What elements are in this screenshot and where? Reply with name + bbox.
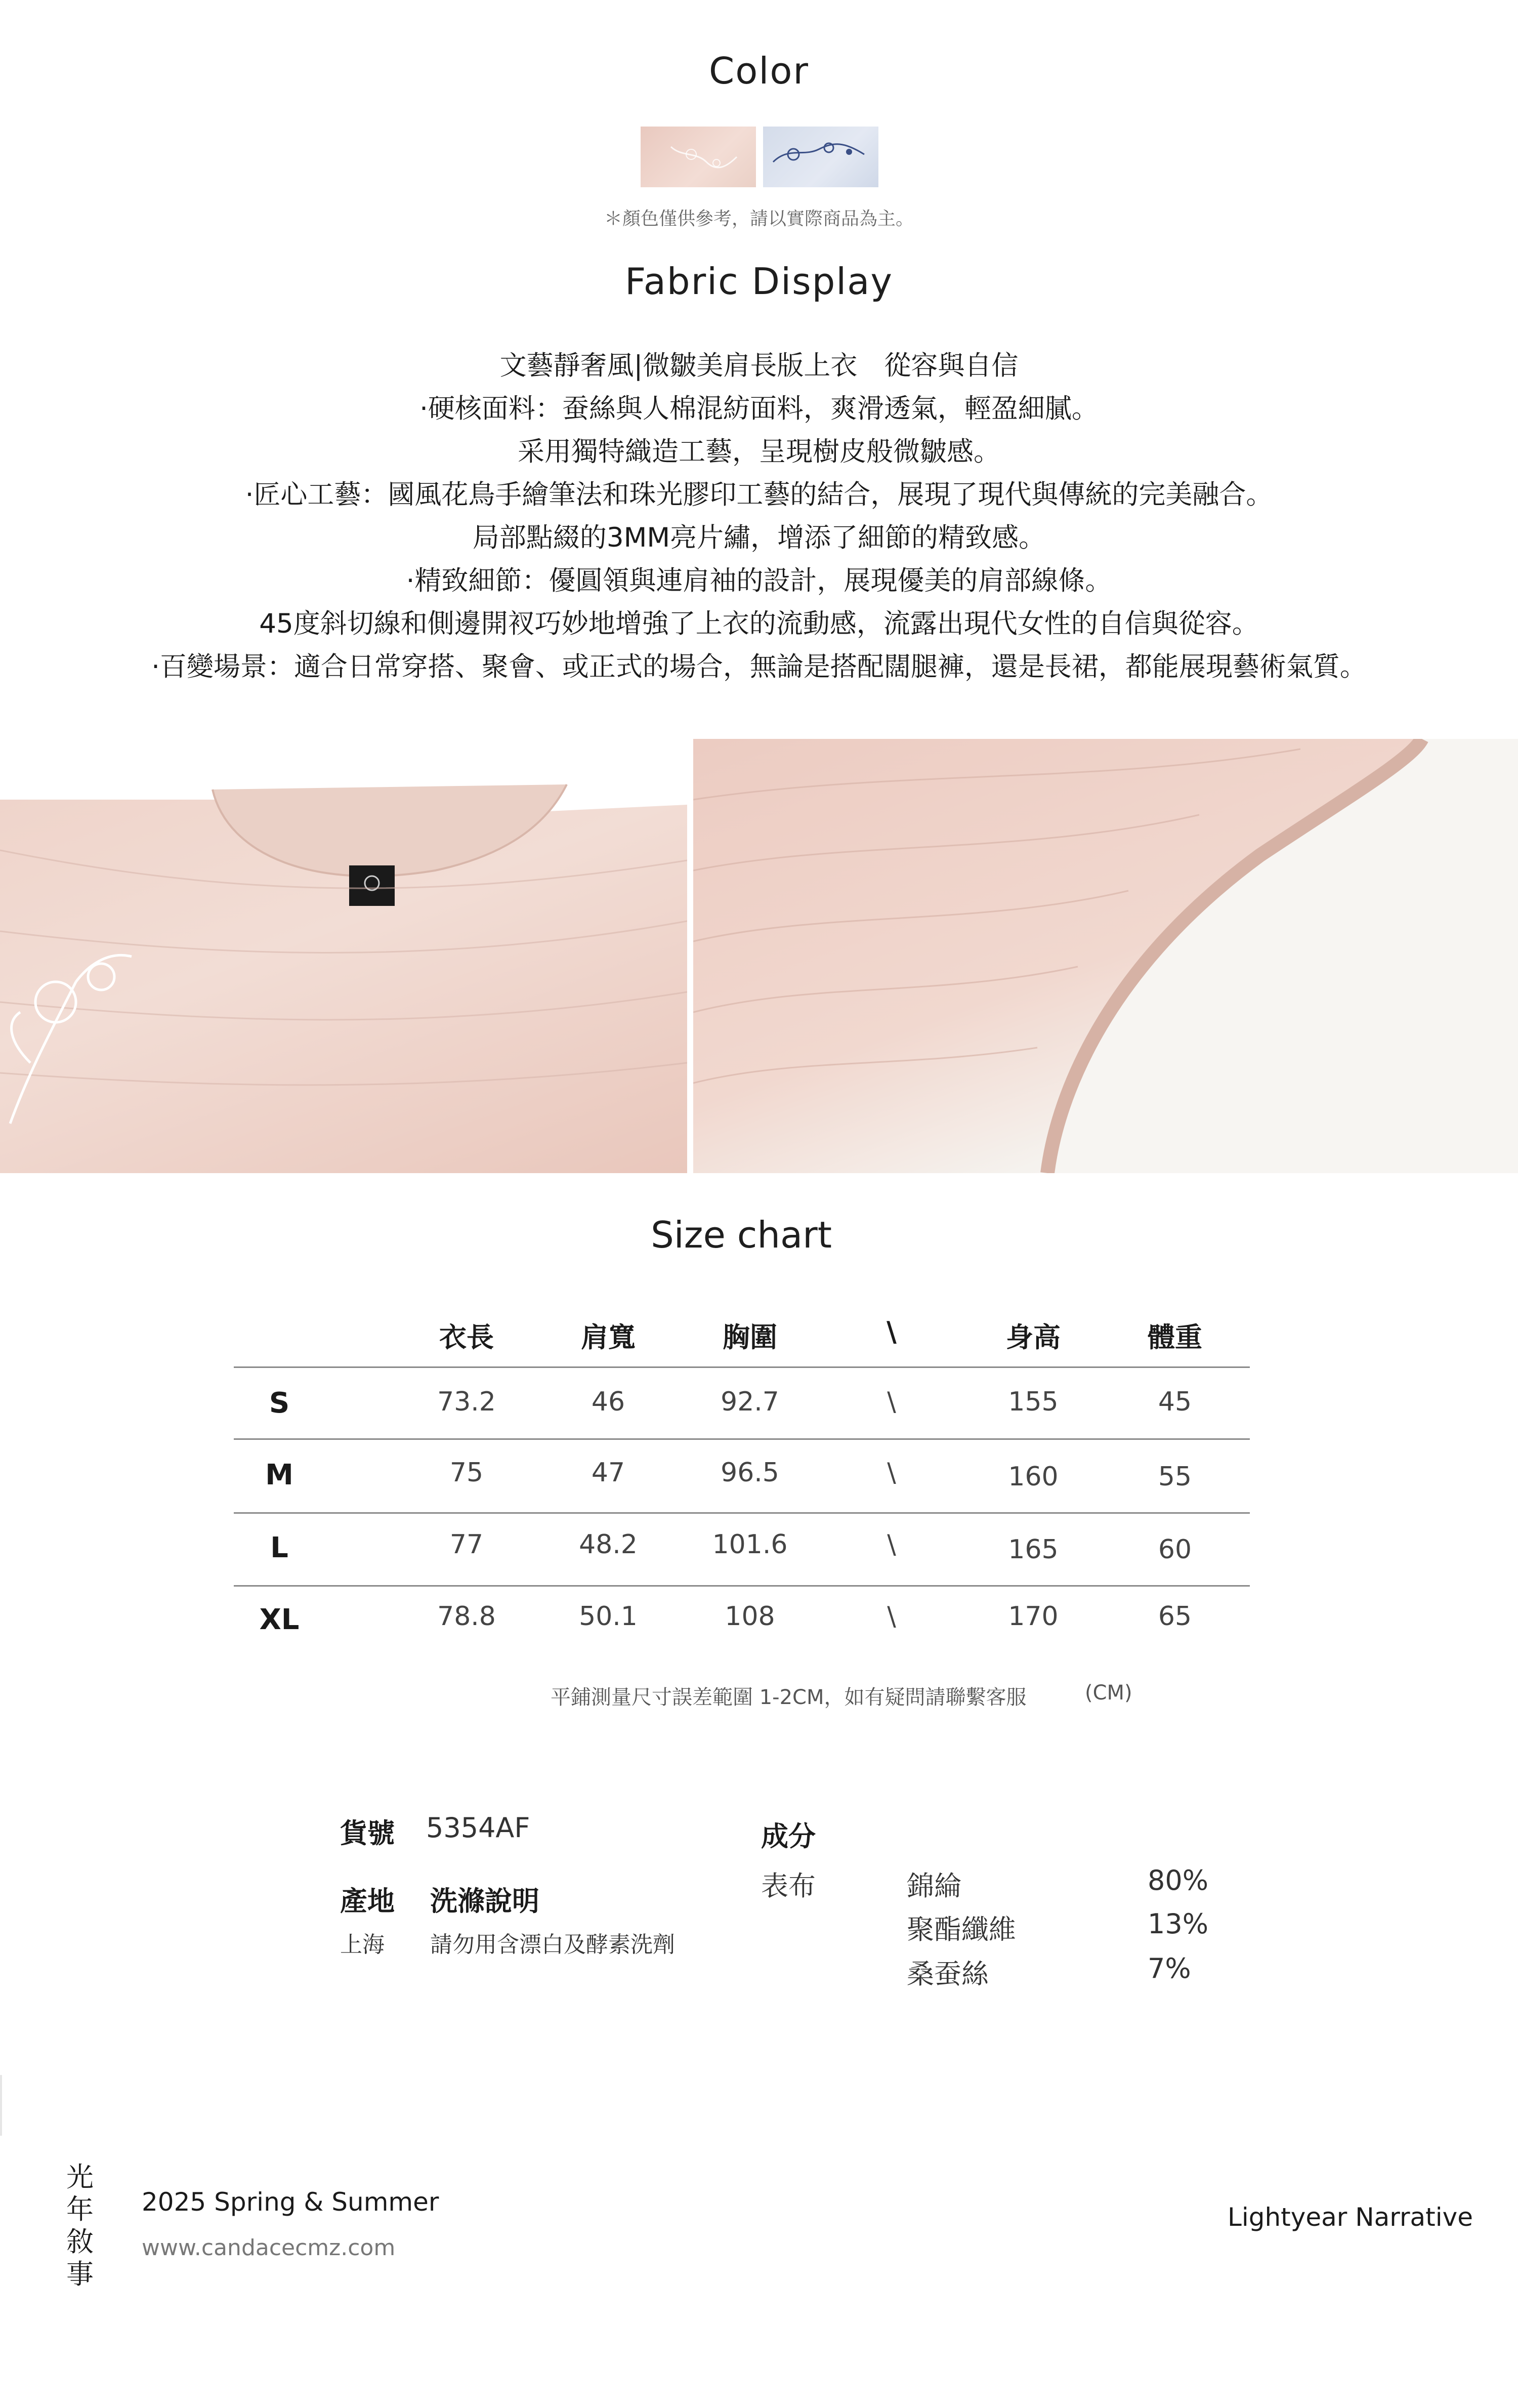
table-divider bbox=[234, 1585, 1250, 1587]
size-chart-title: Size chart bbox=[651, 1214, 832, 1256]
table-cell: 55 bbox=[1158, 1462, 1192, 1492]
fabric-photo-armhole bbox=[693, 739, 1518, 1173]
table-cell: 108 bbox=[725, 1601, 775, 1632]
wash-value: 請勿用含漂白及酵素洗劑 bbox=[430, 1932, 675, 1958]
floral-pattern-icon bbox=[641, 127, 756, 187]
table-cell: 155 bbox=[1008, 1387, 1059, 1417]
table-cell: 48.2 bbox=[579, 1529, 638, 1560]
brand-char: 光 bbox=[66, 2161, 94, 2193]
table-cell: 92.7 bbox=[721, 1387, 779, 1417]
brand-char: 年 bbox=[66, 2193, 94, 2225]
size-label: L bbox=[270, 1531, 288, 1564]
fiber-name: 錦綸 bbox=[907, 1870, 961, 1902]
table-cell: 96.5 bbox=[721, 1458, 779, 1488]
color-swatch-pink[interactable] bbox=[641, 127, 756, 187]
table-cell: \ bbox=[887, 1458, 896, 1488]
table-cell: 165 bbox=[1008, 1534, 1059, 1565]
vertical-brand-name bbox=[65, 2161, 95, 2291]
description-line: ·硬核面料：蚕絲與人棉混紡面料，爽滑透氣，輕盈細膩。 bbox=[419, 393, 1099, 424]
sku-value: 5354AF bbox=[426, 1812, 530, 1844]
size-label: XL bbox=[259, 1603, 300, 1636]
brand-char: 敘 bbox=[66, 2226, 94, 2258]
description-line: 文藝靜奢風|微皺美肩長版上衣 從容與自信 bbox=[499, 350, 1019, 381]
table-divider bbox=[234, 1512, 1250, 1514]
fiber-name: 桑蚕絲 bbox=[907, 1958, 989, 1990]
brand-label bbox=[349, 865, 395, 906]
table-cell: 47 bbox=[591, 1458, 625, 1488]
color-swatch-blue[interactable] bbox=[763, 127, 878, 187]
website-link[interactable]: www.candacecmz.com bbox=[142, 2235, 396, 2261]
table-cell: 45 bbox=[1158, 1387, 1192, 1417]
garment-armhole-illustration bbox=[693, 739, 1518, 1173]
table-cell: 73.2 bbox=[437, 1387, 496, 1417]
table-cell: \ bbox=[887, 1601, 896, 1632]
header-height: 身高 bbox=[1006, 1321, 1061, 1353]
fiber-percent: 7% bbox=[1148, 1953, 1191, 1984]
table-cell: 170 bbox=[1008, 1601, 1059, 1632]
brand-char: 事 bbox=[66, 2258, 94, 2290]
floral-pattern-icon bbox=[763, 127, 878, 187]
table-divider bbox=[234, 1438, 1250, 1440]
header-weight: 體重 bbox=[1148, 1321, 1202, 1353]
table-cell: 78.8 bbox=[437, 1601, 496, 1632]
description-line: ·精致細節：優圓領與連肩袖的設計，展現優美的肩部線條。 bbox=[406, 565, 1112, 596]
description-line: 采用獨特織造工藝，呈現樹皮般微皺感。 bbox=[518, 436, 1000, 467]
garment-neckline-illustration bbox=[0, 739, 687, 1173]
wash-label: 洗滌說明 bbox=[430, 1885, 539, 1917]
table-cell: 50.1 bbox=[579, 1601, 638, 1632]
description-line: 45度斜切線和側邊開衩巧妙地增強了上衣的流動感，流露出現代女性的自信與從容。 bbox=[259, 608, 1259, 639]
brand-name-en: Lightyear Narrative bbox=[1228, 2203, 1473, 2232]
origin-value: 上海 bbox=[340, 1932, 385, 1958]
color-title: Color bbox=[709, 50, 809, 92]
description-line: ·匠心工藝：國風花鳥手繪筆法和珠光膠印工藝的結合，展現了現代與傳統的完美融合。 bbox=[245, 479, 1273, 510]
fabric-description bbox=[0, 344, 1518, 688]
size-chart-note: 平鋪測量尺寸誤差範圍 1-2CM，如有疑問請聯繫客服 bbox=[551, 1686, 1027, 1709]
table-cell: 65 bbox=[1158, 1601, 1192, 1632]
composition-label: 成分 bbox=[761, 1820, 816, 1852]
size-chart-unit: (CM) bbox=[1085, 1681, 1132, 1705]
fabric-display-title: Fabric Display bbox=[624, 260, 894, 303]
header-bust: 胸圍 bbox=[723, 1321, 777, 1353]
fiber-percent: 80% bbox=[1148, 1864, 1209, 1896]
season-label: 2025 Spring & Summer bbox=[142, 2187, 439, 2217]
header-length: 衣長 bbox=[439, 1321, 494, 1353]
sku-label: 貨號 bbox=[340, 1817, 395, 1849]
fiber-percent: 13% bbox=[1148, 1908, 1209, 1940]
material-label: 表布 bbox=[761, 1870, 816, 1902]
header-separator: \ bbox=[887, 1316, 897, 1348]
table-cell: 60 bbox=[1158, 1534, 1192, 1565]
origin-label: 產地 bbox=[340, 1885, 395, 1917]
header-shoulder: 肩寬 bbox=[581, 1321, 636, 1353]
description-line: ·百變場景：適合日常穿搭、聚會、或正式的場合，無論是搭配闊腿褲，還是長裙，都能展現藝術氣質。 bbox=[151, 651, 1367, 682]
fabric-photo-neckline bbox=[0, 739, 687, 1173]
size-label: M bbox=[265, 1459, 293, 1491]
table-cell: 46 bbox=[591, 1387, 625, 1417]
table-divider bbox=[234, 1366, 1250, 1368]
color-note: ＊顏色僅供參考，請以實際商品為主。 bbox=[604, 209, 914, 229]
table-cell: 101.6 bbox=[712, 1529, 788, 1560]
embroidery-flower-icon bbox=[10, 955, 132, 1124]
table-cell: \ bbox=[887, 1529, 896, 1560]
edge-marker bbox=[0, 2075, 2, 2136]
fiber-name: 聚酯纖維 bbox=[907, 1914, 1016, 1945]
table-cell: \ bbox=[887, 1387, 896, 1417]
size-label: S bbox=[269, 1387, 290, 1420]
table-cell: 160 bbox=[1008, 1462, 1059, 1492]
description-line: 局部點綴的3MM亮片繡，增添了細節的精致感。 bbox=[472, 522, 1046, 553]
table-cell: 75 bbox=[449, 1458, 484, 1488]
table-cell: 77 bbox=[449, 1529, 484, 1560]
